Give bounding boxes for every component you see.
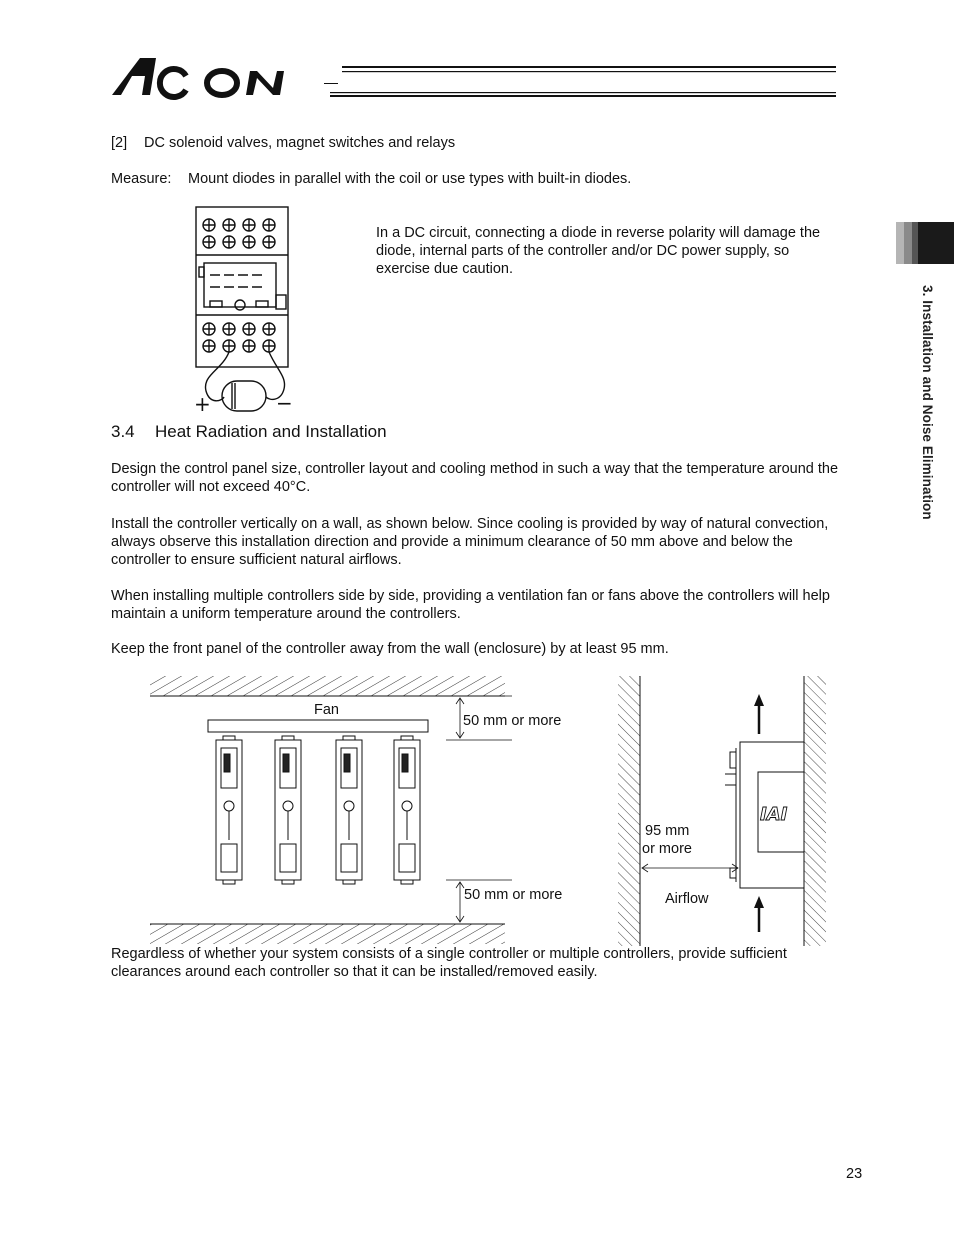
chapter-tab-label: 3. Installation and Noise Elimination <box>920 285 935 520</box>
front-clearance-label-2: or more <box>642 841 692 857</box>
paragraph-fans: When installing multiple controllers side by side, providing a ventilation fan or fans above the controllers will help maintain a uniform temperature around the controllers. <box>111 588 830 622</box>
front-clearance-label-1: 95 mm <box>645 823 690 839</box>
relay-diode-figure <box>192 205 302 415</box>
bottom-clearance-label: 50 mm or more <box>464 887 563 903</box>
paragraph-vertical-mount: Install the controller vertically on a wall, as shown below. Since cooling is provided by way of natural convection, always observe this installation direction and provide a minimum clearance of 50 mm above and below the controller to ensure sufficient natural airflows. <box>111 516 829 568</box>
measure-label: Measure: <box>111 171 172 187</box>
svg-text:IAI: IAI <box>760 804 788 825</box>
measure-text: Mount diodes in parallel with the coil or use types with built-in diodes. <box>188 171 632 187</box>
acon-logo <box>110 52 840 104</box>
paragraph-front-clearance: Keep the front panel of the controller away from the wall (enclosure) by at least 95 mm. <box>111 641 669 657</box>
top-clearance-label: 50 mm or more <box>463 713 562 729</box>
svg-text:−: − <box>276 391 293 415</box>
paragraph-clearances: Regardless of whether your system consists of a single controller or multiple controllers, provide sufficient clearances around each controller so that it can be installed/removed easily. <box>111 946 787 980</box>
caution-note: In a DC circuit, connecting a diode in reverse polarity will damage the diode, internal parts of the controller and/or DC power supply, so exercise due caution. <box>376 225 821 277</box>
paragraph-temperature: Design the control panel size, controller layout and cooling method in such a way that the temperature around the controller will not exceed 40°C. <box>111 461 839 495</box>
chapter-tab-marker <box>896 222 954 264</box>
section-number: 3.4 <box>111 422 135 441</box>
section-title: Heat Radiation and Installation <box>155 422 387 441</box>
svg-text:+: + <box>194 392 211 415</box>
subsection-title: DC solenoid valves, magnet switches and relays <box>144 135 456 151</box>
fan-label: Fan <box>314 702 339 718</box>
airflow-label: Airflow <box>665 891 709 907</box>
page-number: 23 <box>846 1166 863 1182</box>
subsection-marker: [2] <box>111 135 128 151</box>
